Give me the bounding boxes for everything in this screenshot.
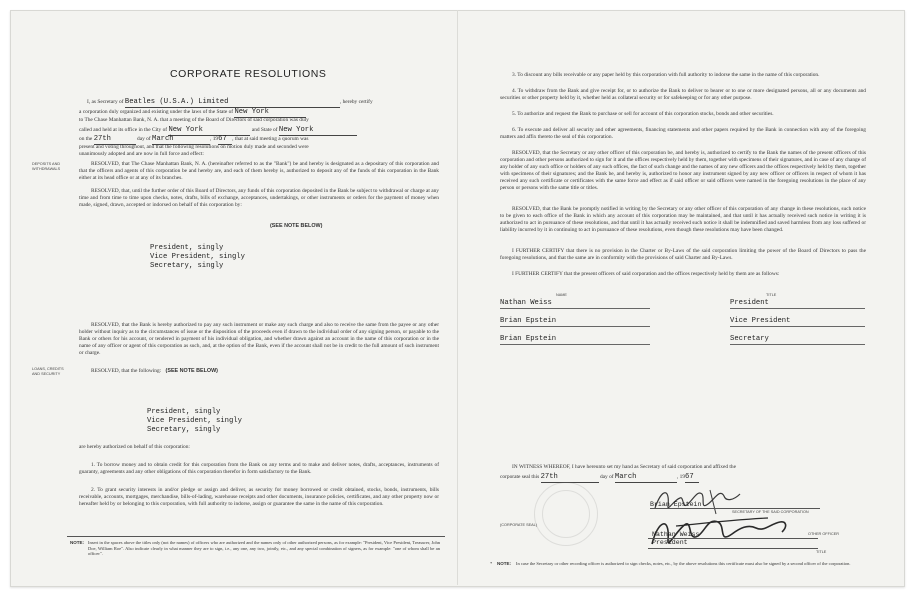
witness-line-2: corporate seal this 27th day of March , 1967 xyxy=(500,473,866,483)
president-typed-name: Nathan Weiss xyxy=(652,531,700,538)
corporation-name: Beatles (U.S.A.) Limited xyxy=(125,98,340,108)
loan-item-3: 3. To discount any bills receivable or any paper held by this corporation with full authority to indorse the same in the name of this corporation. xyxy=(512,72,820,78)
officer-title: Secretary xyxy=(730,335,865,345)
signer-line: President, singly xyxy=(147,408,221,416)
title-line xyxy=(648,548,818,549)
secretary-typed-name: Brian Epstein xyxy=(650,501,702,508)
officer-title: Vice President xyxy=(730,317,865,327)
intro-line-5: on the 27th day of March , 1967 , that at said meeting a quorum was xyxy=(79,135,309,143)
secretary-label: SECRETARY OF THE SAID CORPORATION xyxy=(732,510,809,514)
footnote-text: In case the Secretary or other recording officer is authorized to sign checks, notes, etc., by the above resolutions this certificate must also be signed by a second officer of the corporation. xyxy=(516,561,851,566)
witness-day: 27th xyxy=(541,473,599,483)
footnote-star: * xyxy=(490,561,493,566)
note-label: NOTE: xyxy=(70,540,84,545)
officer-title: President xyxy=(730,299,865,309)
loan-item-6: 6. To execute and deliver all security and other agreements, financing statements and other papers required by the Bank in connection with any of the foregoing matters and affix thereto the seal of this corporation. xyxy=(500,127,866,140)
other-officer-label: OTHER OFFICER xyxy=(808,532,840,536)
corporate-seal-label: (CORPORATE SEAL) xyxy=(500,523,538,527)
see-note-2: (SEE NOTE BELOW) xyxy=(165,368,218,374)
resolution-following: RESOLVED, that the following: (SEE NOTE BELOW) xyxy=(91,368,218,374)
loan-item-4: 4. To withdraw from the Bank and give receipt for, or to authorize the Bank to deliver to bearer or to one or more designated persons, all or any documents and securities or other property held by it, whether held as collateral security or for safekeeping or for any other purpose. xyxy=(500,88,866,101)
resolution-payment: RESOLVED, that the Bank is hereby authorized to pay any such instrument or make any such charge and also to receive the same from the payee or any other holder without inquiry as to the circumstances of issue or the disposition of the proceeds even if drawn to the individual order of any signing person, or payable to the Bank or others for his account, or tendered in payment of his individual obligation, and whether drawn against an account in the name of this corporation or in the name of any officer or agent of this corporation as such, and, at the option of the Bank, even if the account shall not be in credit to the full amount of such instrument or charge. xyxy=(79,322,439,356)
resolution-depositary: RESOLVED, that The Chase Manhattan Bank, N. A. (hereinafter referred to as the "Bank") be and hereby is designated as a depositary of this corporation and that the officers and agents of this corporation be and hereby are, and each of them hereby is, authorized to deposit any of the funds of this corporation in the Bank either at its head office or at any of its branches. xyxy=(79,161,439,181)
certify-officers: I FURTHER CERTIFY that the present officers of said corporation and the offices respectively held by them are as follows: xyxy=(512,271,780,277)
resolution-certify-officers: RESOLVED, that the Secretary or any other officer of this corporation be, and hereby is, authorized to certify to the Bank the names of the present officers of this corporation and other persons authorized to sign for it and the offices respectively held by them, together with specimens of their signatures, and in case of any change of any holder of any such office or holders of any such offices, the fact of such change and the names of any new officers and the offices respectively held by them, together with specimens of their signatures; and the Bank be, and hereby is, authorized to honor any instrument signed by any new officer or officers in respect of whom it has received any such certificate or certificates with the same force and effect as if said officer or said officers were named in the foregoing resolutions in the place of any person or persons with the same title or titles. xyxy=(500,150,866,191)
column-header-title: TITLE xyxy=(766,293,777,297)
side-label-deposits: DEPOSITS AND WITHDRAWALS xyxy=(32,162,61,171)
state-field-2: New York xyxy=(279,126,357,136)
intro-line-6: present and voting throughout, and that the following resolutions on motion duly made and seconded were xyxy=(79,144,309,150)
intro-line-3: to The Chase Manhattan Bank, N. A. that a meeting of the Board of Directors of said corporation was duly xyxy=(79,117,309,123)
secretary-line xyxy=(650,508,820,509)
intro-line-7: unanimously adopted and are now in full force and effect: xyxy=(79,151,204,157)
witness-year: 67 xyxy=(685,473,699,483)
intro-line-4: called and held at its office in the City of New York and State of New York xyxy=(79,126,439,136)
officer-name: Brian Epstein xyxy=(500,317,650,327)
side-label-loans: LOANS, CREDITS AND SECURITY xyxy=(32,367,64,376)
officer-name: Nathan Weiss xyxy=(500,299,650,309)
signer-line: Secretary, singly xyxy=(150,262,224,270)
witness-month: March xyxy=(615,473,677,483)
left-page xyxy=(12,10,447,585)
witness-line-1: IN WITNESS WHEREOF, I have hereunto set my hand as Secretary of said corporation and affixed the xyxy=(512,464,736,470)
resolution-withdrawal: RESOLVED, that, until the further order of this Board of Directors, any funds of this corporation deposited in the Bank be subject to withdrawal or charge at any time and from time to time upon checks, notes, drafts, bills of exchange, acceptances, undertakings, or other instruments or orders for the payment of money when made, signed, drawn, accepted or indorsed on behalf of this corporation by: xyxy=(79,188,439,208)
right-page xyxy=(470,10,898,585)
footnote-label: NOTE: xyxy=(497,561,511,566)
loan-item-1: 1. To borrow money and to obtain credit for this corporation from the Bank on any terms and to make and deliver notes, drafts, acceptances, instruments of guaranty, agreements and any other obligations of this corporation therefor in form satisfactory to the Bank. xyxy=(79,462,439,475)
resolution-notify-changes: RESOLVED, that the Bank be promptly notified in writing by the Secretary or any other officer of this corporation of any change in these resolutions, such notice to be given to each office of the Bank in which any account of this corporation may be maintained, and that until it has actually received such notice in writing it is authorized to act in pursuance of these resolutions, and that until it has actually received such notice it shall be indemnified and saved harmless from any loss suffered or liability incurred by it in continuing to act in pursuance of these resolutions, even though these resolutions may have been changed. xyxy=(500,206,866,233)
authorized-line: are hereby authorized on behalf of this corporation: xyxy=(79,444,190,450)
document-title: CORPORATE RESOLUTIONS xyxy=(170,68,327,80)
president-typed-title: President xyxy=(652,539,688,546)
city-field: New York xyxy=(168,126,250,136)
year-field: 67 xyxy=(218,135,232,145)
title-label: TITLE xyxy=(816,550,827,554)
signer-line: Vice President, singly xyxy=(150,253,245,261)
signer-line: President, singly xyxy=(150,244,224,252)
center-fold xyxy=(457,10,458,585)
certify-charter: I FURTHER CERTIFY that there is no provision in the Charter or By-Laws of the said corporation limiting the power of the Board of Directors to pass the foregoing resolutions, and that the same are in conformity with the provisions of said Charter and By-Laws. xyxy=(500,248,866,261)
officer-name: Brian Epstein xyxy=(500,335,650,345)
month-field: March xyxy=(152,135,210,145)
loan-item-5: 5. To authorize and request the Bank to purchase or sell for account of this corporation stocks, bonds and other securities. xyxy=(512,111,774,117)
corporate-seal-inner xyxy=(542,490,590,538)
signer-line: Vice President, singly xyxy=(147,417,242,425)
day-field: 27th xyxy=(94,135,136,145)
loan-item-2: 2. To grant security interests in and/or pledge or assign and deliver, as security for money borrowed or credit obtained, stocks, bonds, instruments, bills receivable, accounts, mortgages, merchandise, bills-of-lading, warehouse receipts and other documents, insurance policies, certificates, and any other property now or hereafter held by or belonging to this corporation, with full authority to indorse, assign or guarantee the same in the name of this corporation. xyxy=(79,487,439,507)
intro-line-1: I, as Secretary of Beatles (U.S.A.) Limited , hereby certify xyxy=(87,98,373,106)
note-text: Insert in the spaces above the titles only (not the names) of officers who are authorized and the names only of other authorized persons, as for example: "President, Vice President, Treasurer, John Doe, William Roe". Also indicate clearly in what manner they are to sign, i.e., any one, any two, jointly, etc., and any special combination of signers, as for example: "one of whom shall be an officer". xyxy=(88,540,440,557)
column-header-name: NAME xyxy=(556,293,567,297)
see-note-1: (SEE NOTE BELOW) xyxy=(270,223,323,229)
intro-line-2: a corporation duly organized and existing under the laws of the State of New York xyxy=(79,108,439,118)
state-field: New York xyxy=(234,108,306,118)
signer-line: Secretary, singly xyxy=(147,426,221,434)
note-divider xyxy=(67,536,445,537)
